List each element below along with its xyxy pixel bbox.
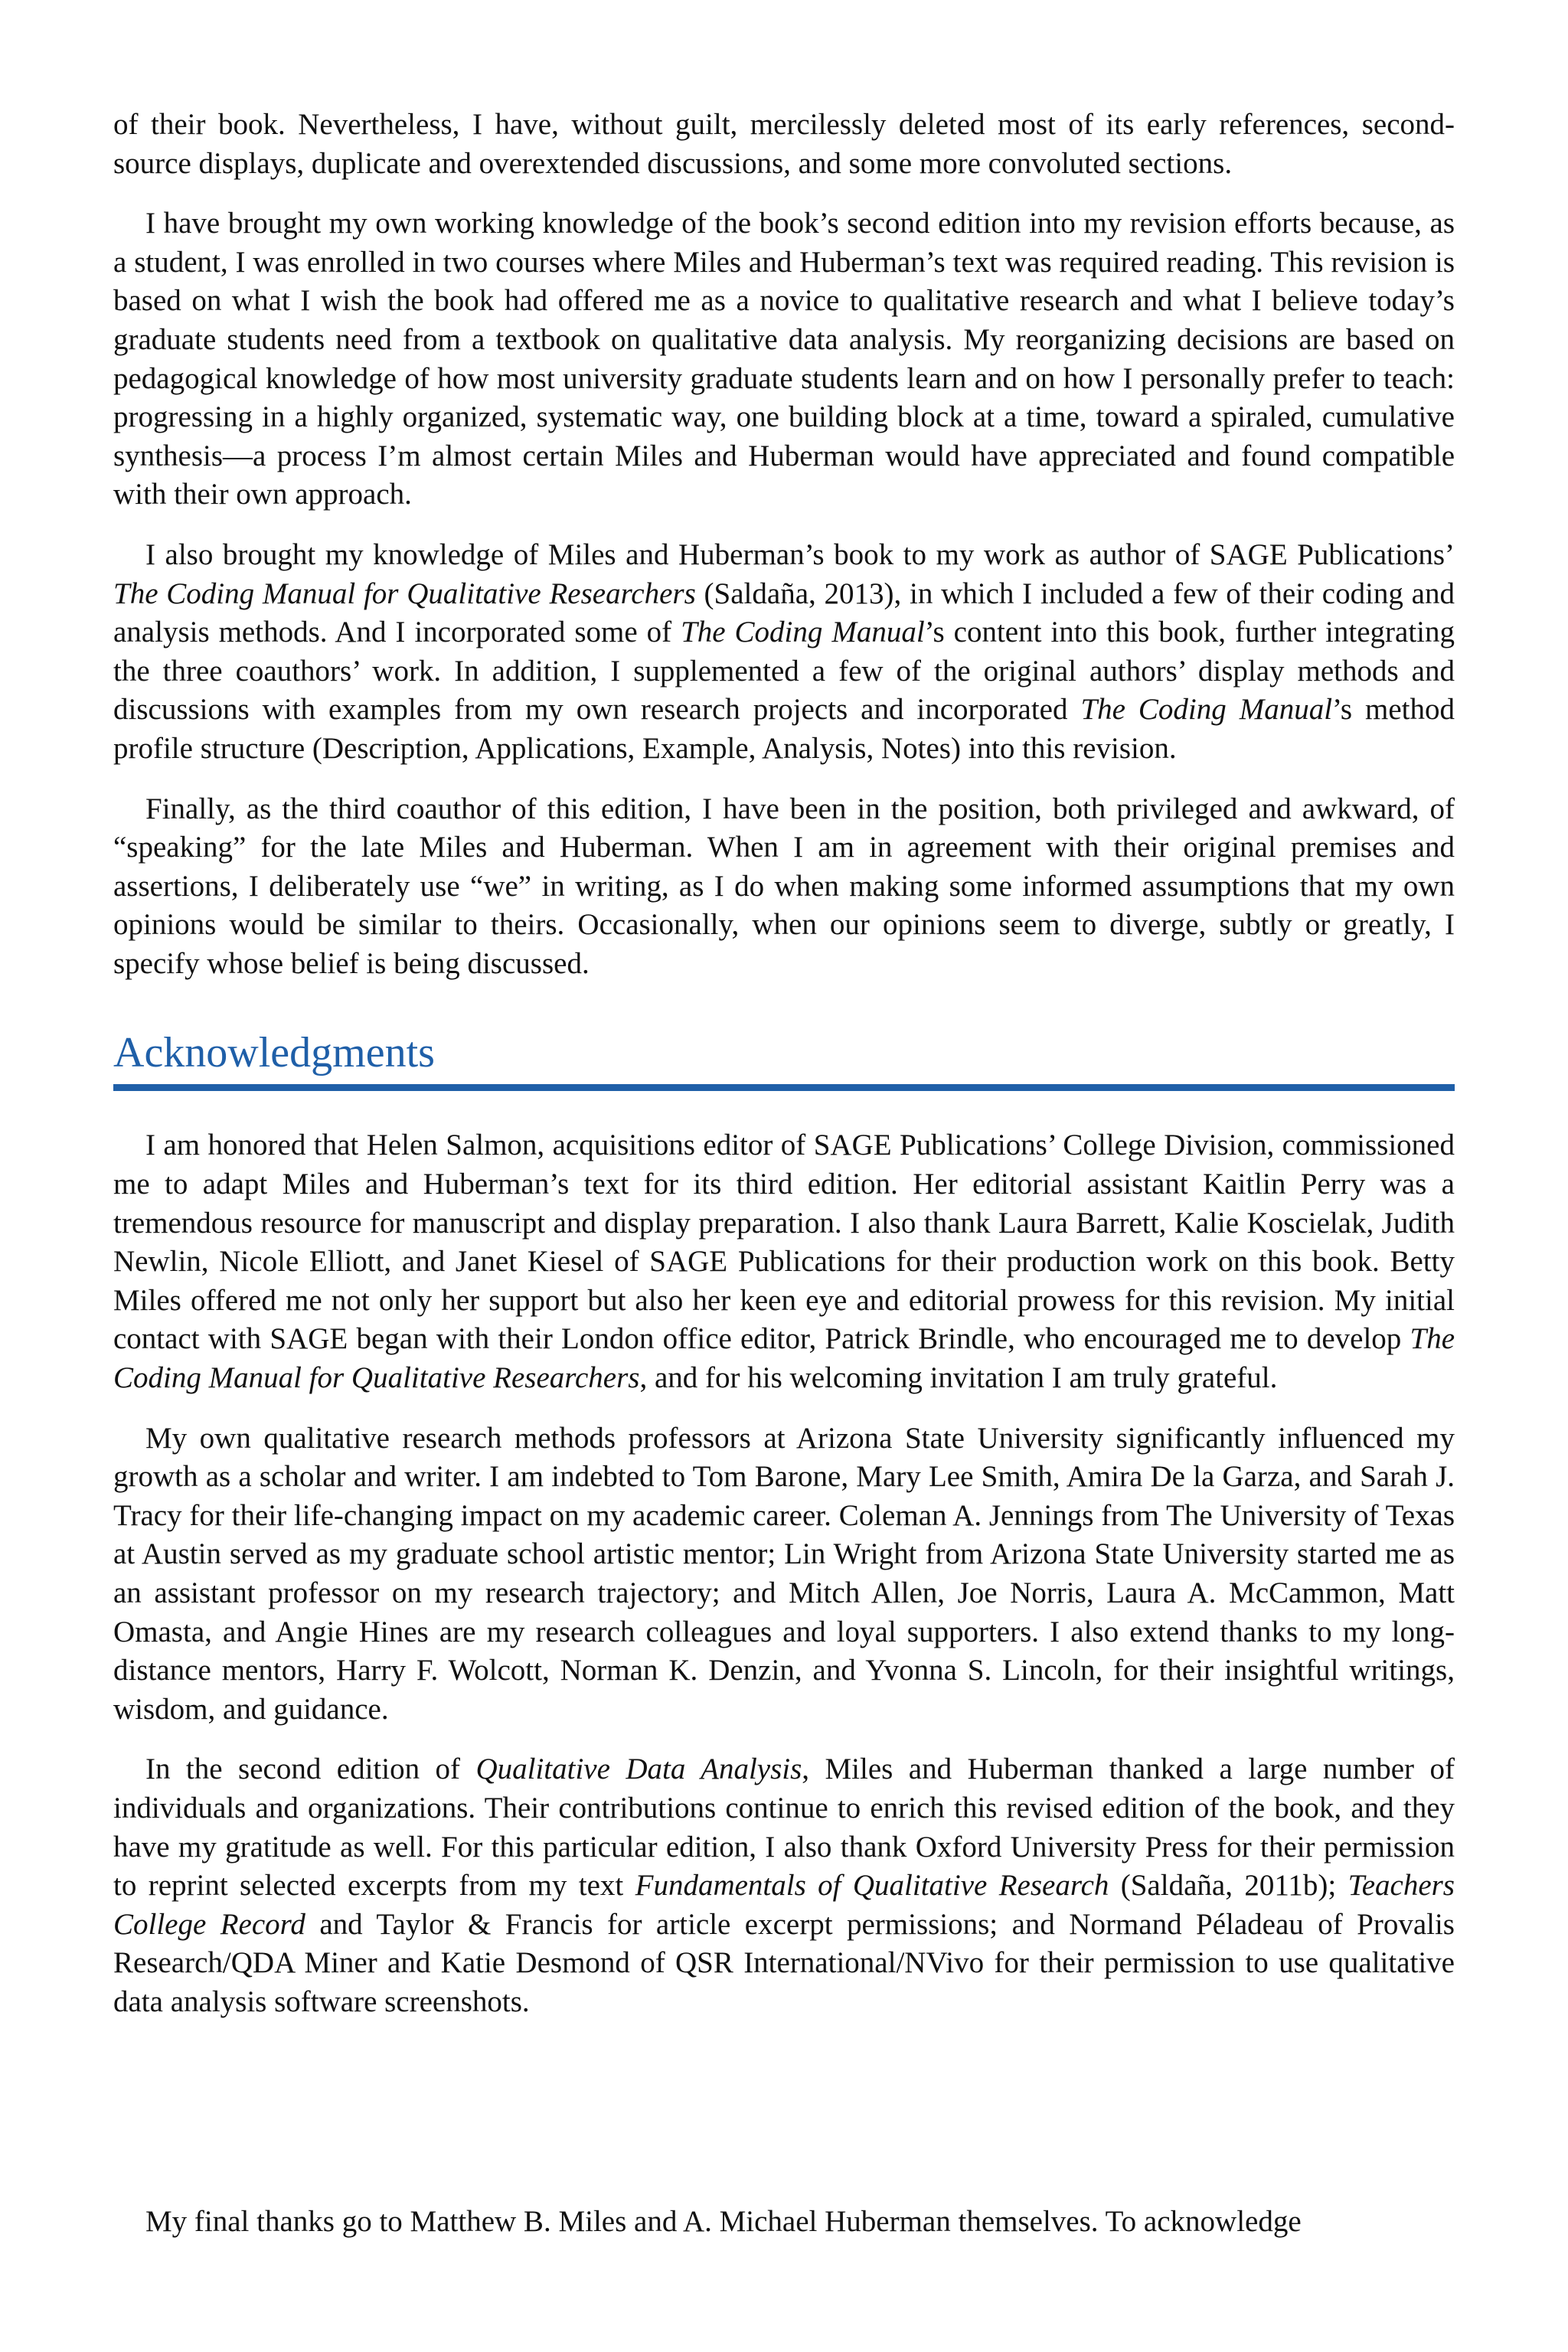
text-run: , Miles and Huberman thanked a large number of individuals and organizations. Their contributions continue to enrich this revised edition of the book, and they have my gratitude as well. For this particular edition, I also thank Oxford University Press for their permission to reprint selected excerpts from my text <box>113 1753 1455 1903</box>
text-run: Finally, as the third coauthor of this edition, I have been in the position, both privileged and awkward, of “speaking” for the late Miles and Huberman. When I am in agreement with their original premises and assertions, I deliberately use “we” in writing, as I do when making some informed assumptions that my own opinions would be similar to theirs. Occasionally, when our opinions seem to diverge, subtly or greatly, I specify whose belief is being discussed. <box>113 792 1455 980</box>
text-run: My own qualitative research methods professors at Arizona State University significantly influenced my growth as a scholar and writer. I am indebted to Tom Barone, Mary Lee Smith, Amira De la Garza, and Sarah J. Tracy for their life-changing impact on my academic career. Coleman A. Jennings from The University of Texas at Austin served as my graduate school artistic mentor; Lin Wright from Arizona State University started me as an assistant professor on my research trajectory; and Mitch Allen, Joe Norris, Laura A. McCammon, Matt Omasta, and Angie Hines are my research colleagues and loyal supporters. I also extend thanks to my long-distance mentors, Harry F. Wolcott, Norman K. Denzin, and Yvonna S. Lincoln, for their insightful writings, wisdom, and guidance. <box>113 1421 1455 1726</box>
text-run: (Saldaña, 2011b); <box>1109 1869 1348 1903</box>
heading-rule <box>113 1084 1455 1091</box>
text-run: ’s method profile structure (Description, Applications, Example, Analysis, Notes) into this revision. <box>113 693 1455 765</box>
text-run: I also brought my knowledge of Miles and Huberman’s book to my work as author of SAGE Publications’ <box>145 537 1455 571</box>
preface-continuation <box>113 106 1455 983</box>
section-heading: Acknowledgments <box>113 1029 435 1077</box>
text-run: I have brought my own working knowledge of the book’s second edition into my revision efforts because, as a student, I was enrolled in two courses where Miles and Huberman’s text was required reading. This revision is based on what I wish the book had offered me as a novice to qualitative research and what I believe today’s graduate students need from a textbook on qualitative data analysis. My reorganizing decisions are based on pedagogical knowledge of how most university graduate students learn and on how I personally prefer to teach: progressing in a highly organized, systematic way, one building block at a time, toward a spiraled, cumulative synthesis—a process I’m almost certain Miles and Huberman would have appreciated and found compatible with their own approach. <box>113 207 1455 511</box>
text-run: In the second edition of <box>145 1753 476 1786</box>
paragraph <box>113 1750 1455 2021</box>
italic-title: The Coding Manual <box>681 616 925 649</box>
paragraph <box>113 204 1455 514</box>
text-run: and Taylor & Francis for article excerpt permissions; and Normand Péladeau of Provalis Research/QDA Miner and Katie Desmond of QSR International/NVivo for their permission to use qualitative data analysis software screenshots. <box>113 1907 1455 2018</box>
italic-title: Qualitative Data Analysis <box>475 1753 802 1786</box>
acknowledgments-body <box>113 1126 1455 2021</box>
paragraph <box>113 1126 1455 1397</box>
paragraph <box>113 790 1455 984</box>
cut-off-line <box>113 2205 1455 2243</box>
italic-title: The Coding Manual <box>1080 693 1333 727</box>
text-run: I am honored that Helen Salmon, acquisitions editor of SAGE Publications’ College Division, commissioned me to adapt Miles and Huberman’s text for its third edition. Her editorial assistant Kaitlin Perry was a tremendous resource for manuscript and display preparation. I also thank Laura Barrett, Kalie Koscielak, Judith Newlin, Nicole Elliott, and Janet Kiesel of SAGE Publications for their production work on this book. Betty Miles offered me not only her support but also her keen eye and editorial prowess for this revision. My initial contact with SAGE began with their London office editor, Patrick Brindle, who encouraged me to develop <box>113 1129 1455 1356</box>
italic-title: The Coding Manual for Qualitative Researchers <box>113 577 696 610</box>
document-page <box>113 106 1455 2043</box>
text-run: (Saldaña, 2013), in which I included a few of their coding and analysis methods. And I incorporated some of <box>113 577 1455 649</box>
italic-title: The Coding Manual for Qualitative Researchers <box>113 1322 1455 1395</box>
paragraph <box>113 536 1455 769</box>
italic-title: Teachers College Record <box>113 1869 1455 1941</box>
paragraph <box>113 106 1455 183</box>
italic-title: Fundamentals of Qualitative Research <box>635 1869 1109 1903</box>
paragraph <box>113 1419 1455 1730</box>
text-run: , and for his welcoming invitation I am truly grateful. <box>639 1361 1278 1395</box>
text-run: ’s content into this book, further integrating the three coauthors’ work. In addition, I supplemented a few of the original authors’ display methods and discussions with examples from my own research projects and incorporated <box>113 616 1455 727</box>
acknowledgments-heading-block <box>113 1027 1455 1091</box>
text-run: of their book. Nevertheless, I have, without guilt, mercilessly deleted most of its early references, second-source displays, duplicate and overextended discussions, and some more convoluted sections. <box>113 108 1455 180</box>
cut-off-text: My final thanks go to Matthew B. Miles and A. Michael Huberman themselves. To acknowledge <box>145 2205 1302 2238</box>
